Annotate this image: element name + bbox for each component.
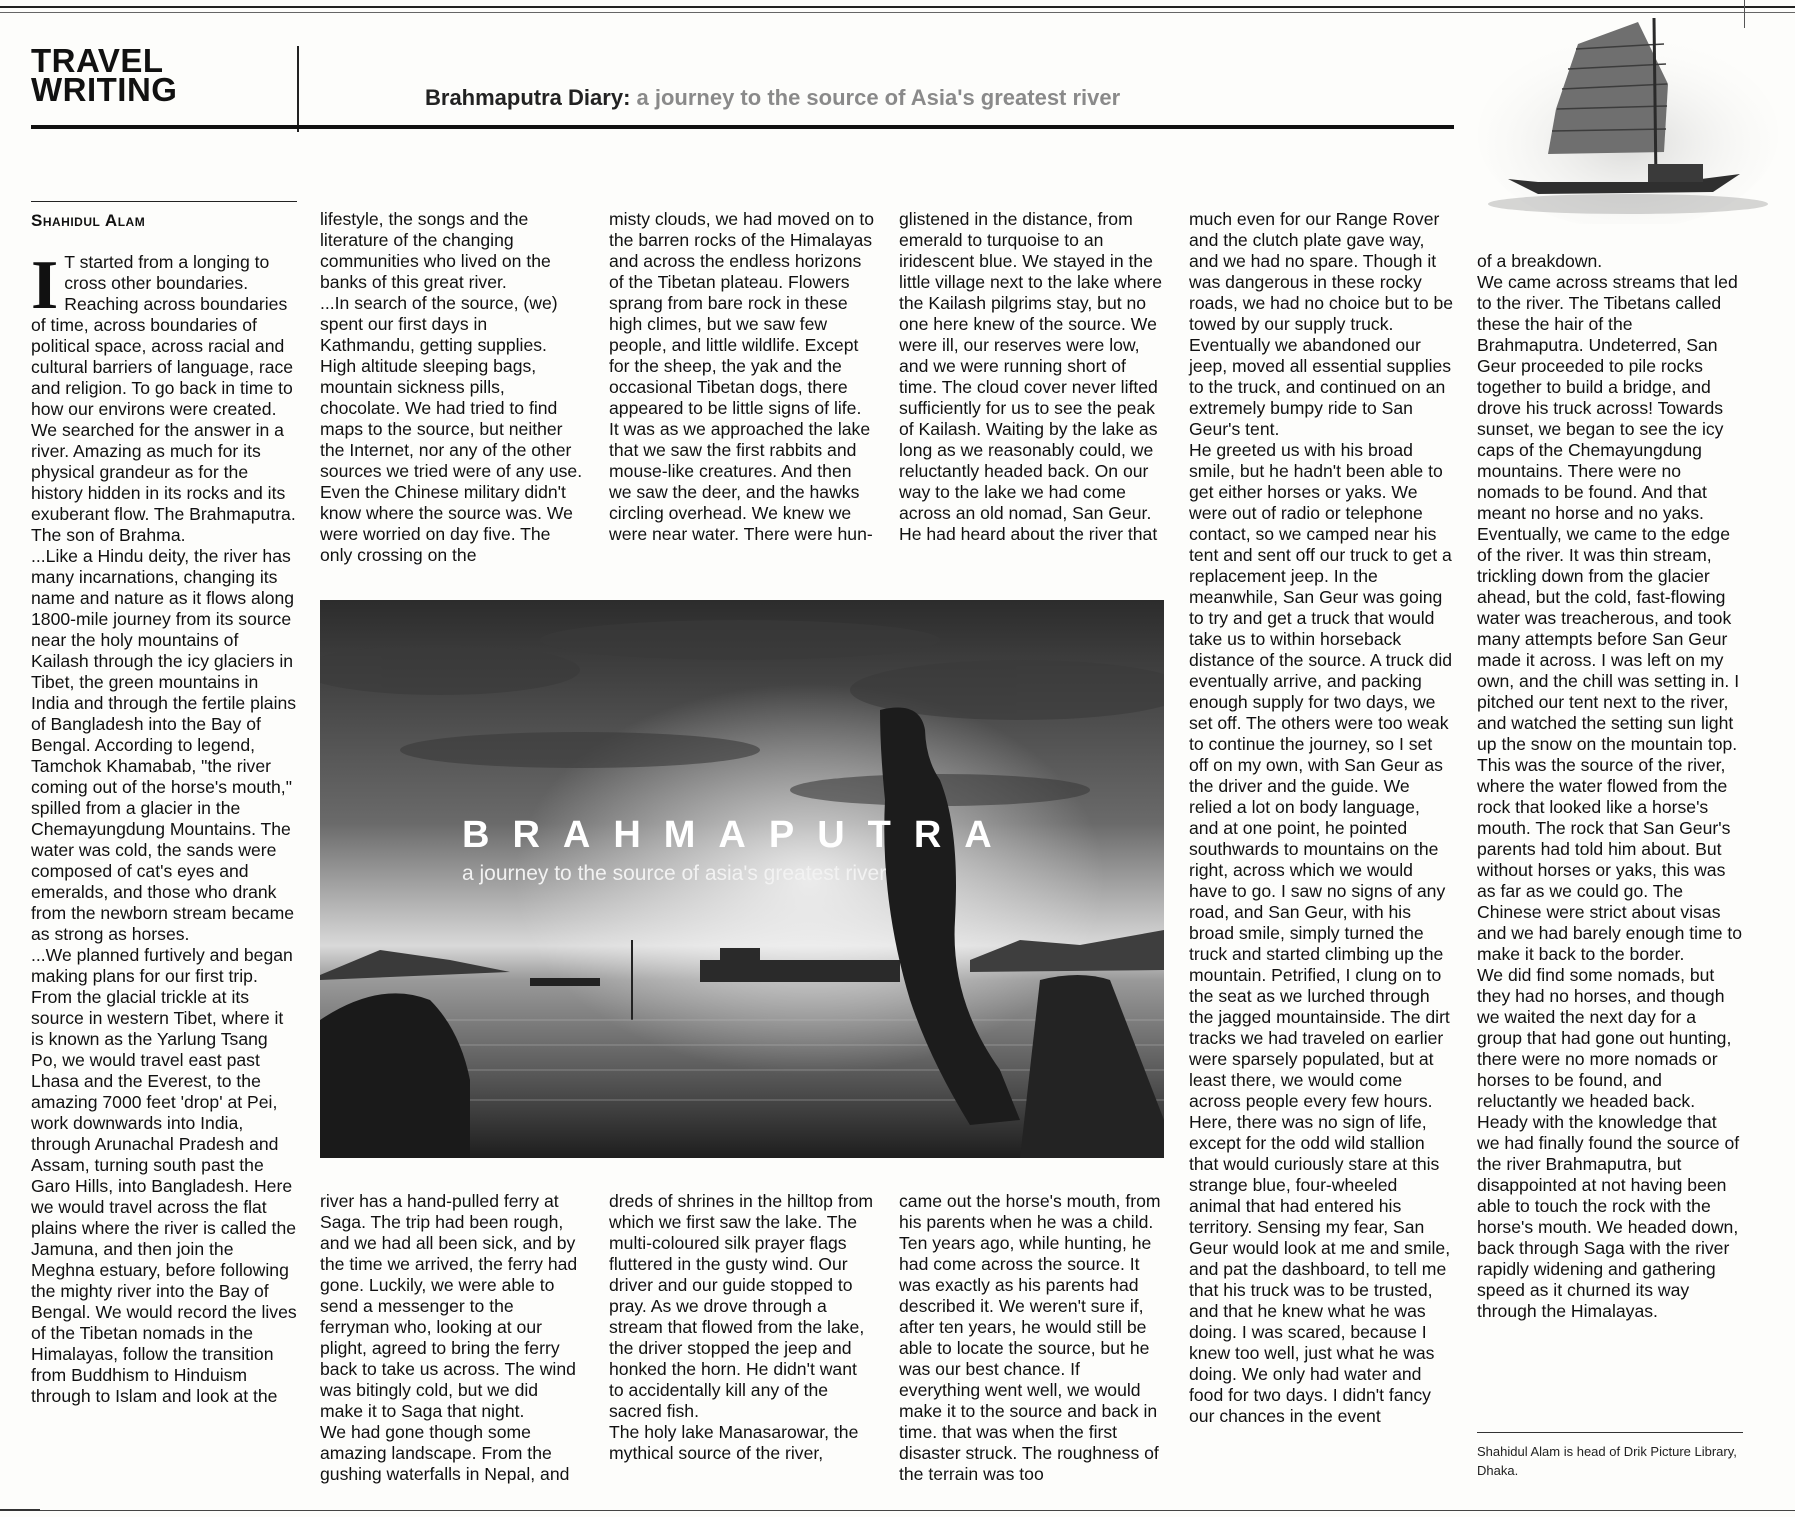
credit-rule	[1477, 1432, 1743, 1433]
headline-subtitle: a journey to the source of Asia's greatest river	[636, 85, 1121, 110]
author-credit: Shahidul Alam is head of Drik Picture Library, Dhaka.	[1477, 1444, 1737, 1478]
top-rule-thin	[0, 12, 1795, 13]
top-rule	[0, 6, 1795, 8]
bottom-left-rule	[0, 1509, 40, 1511]
article-column-5: much even for our Range Rover and the clutch plate gave way, and we had no spare. Though it was dangerous in these rocky roads, we had no choice but to be towed by our supply truck. Eventually we abandoned our jeep, moved all essential supplies to the truck, and continued on an extremely bumpy ride to San Geur's tent. He greeted us with his broad smile, but he hadn't been able to get either horses or yaks. We were out of radio or telephone contact, so we camped near his tent and sent off our truck to get a replacement jeep. In the meanwhile, San Geur was going to try and get a truck that would take us to within horseback distance of the source. A truck did eventually arrive, and packing enough supply for two days, we set off. The others were too weak to continue the journey, so I set off on my own, with San Geur as the driver and the guide. We relied a lot on body language, and at one point, he pointed southwards to mountains on the right, across which we would have to go. I saw no signs of any road, and San Geur, with his broad smile, simply turned the truck and started climbing up the mountain. Petrified, I clung on to the seat as we lurched through the jagged mountainside. The dirt tracks we had traveled on earlier were sparsely populated, but at least there, we would come across people every few hours. Here, there was no sign of life, except for the odd wild stallion that would curiously stare at this strange blue, four-wheeled animal that had entered his territory. Sensing my fear, San Geur would look at me and smile, and pat the dashboard, to tell me that his truck was to be trusted, and that he knew what he was doing. I was scared, because I knew too well, just what he was doing. We only had water and food for two days. I didn't fancy our chances in the event	[1189, 209, 1454, 1426]
article-column-6: of a breakdown. We came across streams that led to the river. The Tibetans called these the hair of the Brahmaputra. Undeterred, San Geur proceeded to pile rocks together to build a bridge, and drove his truck across! Towards sunset, we began to see the icy caps of the Chemayungdung mountains. There were no nomads to be found. And that meant no horse and no yaks. Eventually, we came to the edge of the river. It was thin stream, trickling down from the glacier ahead, but the cold, fast-flowing water was treacherous, and took many attempts before San Geur made it across. I was left on my own, and the chill was setting in. I pitched our tent next to the river, and watched the setting sun light up the snow on the mountain top. This was the source of the river, where the water flowed from the rock that looked like a horse's mouth. The rock that San Geur's parents had told him about. But without horses or yaks, this was as far as we could go. The Chinese were strict about visas and we had barely enough time to make it back to the border. We did find some nomads, but they had no horses, and though we waited the next day for a group that had gone out hunting, there were no more nomads or horses to be found, and reluctantly we headed back. Heady with the knowledge that we had finally found the source of the river Brahmaputra, but disappointed at not having been able to touch the rock with the horse's mouth. We headed down, back through Saga with the river rapidly widening and gathering speed as it churned its way through the Himalayas.	[1477, 251, 1743, 1321]
article-column-3-top: misty clouds, we had moved on to the barren rocks of the Himalayas and across the endless horizons of the Tibetan plateau. Flowers sprang from bare rock in these high climes, but we saw few people, and little wildlife. Except for the sheep, the yak and the occasional Tibetan dogs, there appeared to be little signs of life. It was as we approached the lake that we saw the first rabbits and mouse-like creatures. And then we saw the deer, and the hawks circling overhead. We knew we were near water. There were hun-	[609, 209, 875, 544]
article-column-1	[31, 247, 297, 1407]
headline-main: Brahmaputra Diary:	[425, 85, 631, 110]
article-column-3-bottom: dreds of shrines in the hilltop from which we first saw the lake. The multi-coloured silk prayer flags fluttered in the gusty wind. Our driver and our guide stopped to pray. As we drove through a stream that flowed from the lake, the driver stopped the jeep and honked the horn. He didn't want to accidentally kill any of the sacred fish. The holy lake Manasarowar, the mythical source of the river,	[609, 1191, 874, 1463]
sailing-junk-illustration	[1478, 14, 1778, 224]
header-divider	[297, 46, 299, 132]
header-rule	[31, 125, 1454, 129]
photo-title: BRAHMAPUTRA	[462, 814, 1015, 856]
bottom-rule	[0, 1510, 1795, 1511]
byline: Shahidul Alam	[31, 211, 146, 230]
article-column-4-top: glistened in the distance, from emerald to turquoise to an iridescent blue. We stayed in the little village next to the lake where the Kailash pilgrims stay, but no one here knew of the source. We were ill, our reserves were low, and we were running short of time. The cloud cover never lifted sufficiently for us to see the peak of Kailash. Waiting by the lake as long as we reasonably could, we reluctantly headed back. On our way to the lake we had come across an old nomad, San Geur. He had heard about the river that	[899, 209, 1163, 544]
drop-cap: I	[31, 247, 59, 324]
section-label-line2: WRITING	[31, 71, 178, 108]
article-column-4-bottom: came out the horse's mouth, from his parents when he was a child. Ten years ago, while hunting, he had come across the source. It was exactly as his parents had described it. We weren't sure if, after ten years, he would still be able to locate the source, but he was our best chance. If everything went well, we would make it to the source and back in time. that was when the first disaster struck. The roughness of the terrain was too	[899, 1191, 1161, 1484]
column-1-text: T started from a longing to cross other boundaries. Reaching across boundaries of time, across boundaries of political space, across racial and cultural barriers of language, race and religion. To go back in time to how our environs were created. We searched for the answer in a river. Amazing as much for its physical grandeur as for the history hidden in its rocks and its exuberant flow. The Brahmaputra. The son of Brahma. ...Like a Hindu deity, the river has many incarnations, changing its name and nature as it flows along 1800-mile journey from its source near the holy mountains of Kailash through the icy glaciers in Tibet, the green mountains in India and through the fertile plains of Bangladesh into the Bay of Bengal. According to legend, Tamchok Khamabab, "the river coming out of the horse's mouth," spilled from a glacier in the Chemayungdung Mountains. The water was cold, the sands were composed of cat's eyes and emeralds, and those who drank from the newborn stream became as strong as horses. ...We planned furtively and began making plans for our first trip. From the glacial trickle at its source in western Tibet, where it is known as the Yarlung Tsang Po, we would travel east past Lhasa and the Everest, to the amazing 7000 feet 'drop' at Pei, work downwards into India, through Arunachal Pradesh and Assam, turning south past the Garo Hills, into Bangladesh. Here we would travel across the flat plains where the river is called the Jamuna, and then join the Meghna estuary, before following the mighty river into the Bay of Bengal. We would record the lives of the Tibetan nomads in the Himalayas, follow the transition from Buddhism to Hinduism through to Islam and look at the	[31, 252, 297, 1406]
article-column-2-top: lifestyle, the songs and the literature of the changing communities who lived on the banks of this great river. ...In search of the source, (we) spent our first days in Kathmandu, getting supplies. High altitude sleeping bags, mountain sickness pills, chocolate. We had tried to find maps to the source, but neither the Internet, nor any of the other sources we tried were of any use. Even the Chinese military didn't know where the source was. We were worried on day five. The only crossing on the	[320, 209, 583, 565]
byline-rule	[31, 201, 297, 202]
photo-subtitle: a journey to the source of asia's greatest river	[462, 862, 887, 885]
headline	[425, 85, 1120, 111]
lake-photo	[320, 600, 1164, 1158]
section-label	[31, 42, 178, 108]
section-label-line1: TRAVEL	[31, 42, 164, 79]
article-column-2-bottom: river has a hand-pulled ferry at Saga. The trip had been rough, and we had all been sick, and by the time we arrived, the ferry had gone. Luckily, we were able to send a messenger to the ferryman who, looking at our plight, agreed to bring the ferry back to take us across. The wind was bitingly cold, but we did make it to Saga that night. We had gone though some amazing landscape. From the gushing waterfalls in Nepal, and	[320, 1191, 578, 1484]
